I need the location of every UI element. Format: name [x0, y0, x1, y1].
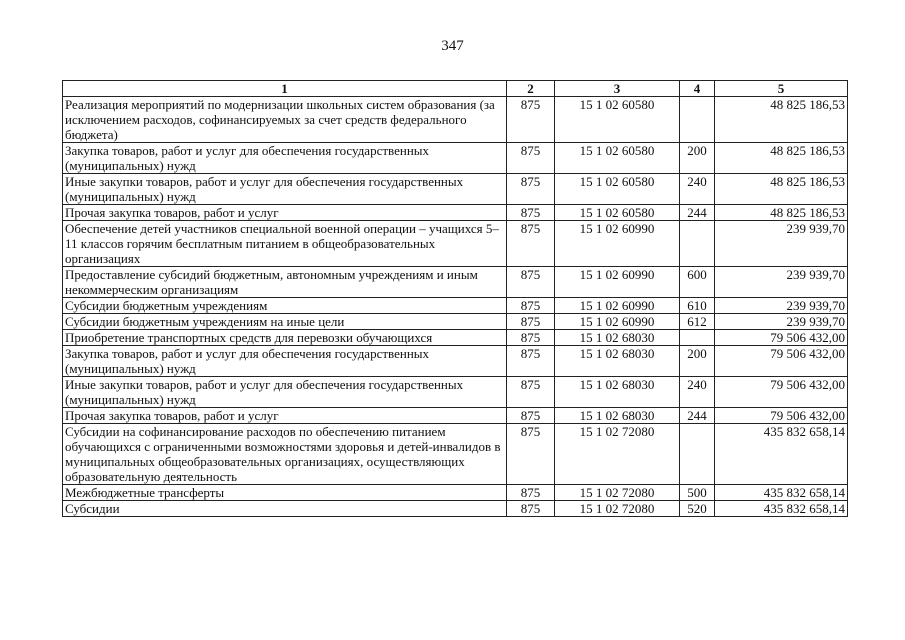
table-row — [63, 346, 848, 377]
table-row — [63, 97, 848, 143]
row-vr: 610 — [680, 298, 715, 314]
header-col-2: 2 — [507, 81, 555, 97]
row-code: 875 — [507, 501, 555, 517]
row-sum: 79 506 432,00 — [715, 346, 848, 377]
row-sum: 48 825 186,53 — [715, 205, 848, 221]
row-kcsr: 15 1 02 60990 — [555, 298, 680, 314]
row-vr — [680, 97, 715, 143]
row-vr: 240 — [680, 377, 715, 408]
row-name: Закупка товаров, работ и услуг для обеспечения государственных (муниципальных) нужд — [63, 143, 507, 174]
table-row — [63, 221, 848, 267]
row-kcsr: 15 1 02 60580 — [555, 205, 680, 221]
row-kcsr: 15 1 02 60580 — [555, 97, 680, 143]
row-kcsr: 15 1 02 68030 — [555, 408, 680, 424]
row-sum: 239 939,70 — [715, 267, 848, 298]
row-sum: 239 939,70 — [715, 221, 848, 267]
row-code: 875 — [507, 205, 555, 221]
row-code: 875 — [507, 143, 555, 174]
table-row — [63, 424, 848, 485]
table-row — [63, 330, 848, 346]
table-row — [63, 377, 848, 408]
table-row — [63, 501, 848, 517]
row-name: Субсидии бюджетным учреждениям на иные цели — [63, 314, 507, 330]
row-code: 875 — [507, 221, 555, 267]
header-col-5: 5 — [715, 81, 848, 97]
row-name: Закупка товаров, работ и услуг для обеспечения государственных (муниципальных) нужд — [63, 346, 507, 377]
row-name: Субсидии — [63, 501, 507, 517]
table-row — [63, 298, 848, 314]
row-vr: 244 — [680, 205, 715, 221]
table-row — [63, 205, 848, 221]
row-kcsr: 15 1 02 60990 — [555, 314, 680, 330]
row-sum: 79 506 432,00 — [715, 330, 848, 346]
header-col-1: 1 — [63, 81, 507, 97]
table-row — [63, 485, 848, 501]
row-name: Субсидии на софинансирование расходов по обеспечению питанием обучающихся с ограниченными возможностями здоровья и детей-инвалидов в муниципальных общеобразовательных организациях, осуществляющих образовательную деятельность — [63, 424, 507, 485]
row-sum: 48 825 186,53 — [715, 97, 848, 143]
row-vr: 520 — [680, 501, 715, 517]
row-code: 875 — [507, 424, 555, 485]
row-vr: 200 — [680, 346, 715, 377]
row-vr: 500 — [680, 485, 715, 501]
row-name: Иные закупки товаров, работ и услуг для обеспечения государственных (муниципальных) нужд — [63, 377, 507, 408]
row-sum: 48 825 186,53 — [715, 174, 848, 205]
row-code: 875 — [507, 408, 555, 424]
table-row — [63, 143, 848, 174]
row-kcsr: 15 1 02 72080 — [555, 485, 680, 501]
budget-table — [62, 80, 848, 517]
row-name: Иные закупки товаров, работ и услуг для обеспечения государственных (муниципальных) нужд — [63, 174, 507, 205]
row-vr — [680, 424, 715, 485]
page-number: 347 — [441, 38, 464, 54]
row-sum: 239 939,70 — [715, 314, 848, 330]
table-row — [63, 408, 848, 424]
row-name: Реализация мероприятий по модернизации школьных систем образования (за исключением расходов, софинансируемых за счет средств федерального бюджета) — [63, 97, 507, 143]
row-sum: 435 832 658,14 — [715, 485, 848, 501]
header-col-3: 3 — [555, 81, 680, 97]
header-row — [63, 81, 848, 97]
row-sum: 435 832 658,14 — [715, 501, 848, 517]
row-kcsr: 15 1 02 72080 — [555, 501, 680, 517]
row-kcsr: 15 1 02 60580 — [555, 174, 680, 205]
row-kcsr: 15 1 02 68030 — [555, 330, 680, 346]
row-code: 875 — [507, 298, 555, 314]
row-vr: 200 — [680, 143, 715, 174]
row-kcsr: 15 1 02 60990 — [555, 221, 680, 267]
header-col-4: 4 — [680, 81, 715, 97]
table-row — [63, 174, 848, 205]
row-kcsr: 15 1 02 60990 — [555, 267, 680, 298]
row-name: Обеспечение детей участников специальной военной операции – учащихся 5–11 классов горячим бесплатным питанием в общеобразовательных организациях — [63, 221, 507, 267]
row-vr: 240 — [680, 174, 715, 205]
row-sum: 48 825 186,53 — [715, 143, 848, 174]
row-vr: 612 — [680, 314, 715, 330]
row-kcsr: 15 1 02 60580 — [555, 143, 680, 174]
row-vr: 244 — [680, 408, 715, 424]
row-code: 875 — [507, 314, 555, 330]
table-row — [63, 267, 848, 298]
row-name: Прочая закупка товаров, работ и услуг — [63, 408, 507, 424]
row-code: 875 — [507, 267, 555, 298]
row-kcsr: 15 1 02 68030 — [555, 377, 680, 408]
row-vr — [680, 330, 715, 346]
row-name: Субсидии бюджетным учреждениям — [63, 298, 507, 314]
row-vr: 600 — [680, 267, 715, 298]
row-vr — [680, 221, 715, 267]
table-row — [63, 314, 848, 330]
row-code: 875 — [507, 346, 555, 377]
row-code: 875 — [507, 377, 555, 408]
row-kcsr: 15 1 02 68030 — [555, 346, 680, 377]
row-code: 875 — [507, 485, 555, 501]
row-code: 875 — [507, 330, 555, 346]
row-code: 875 — [507, 174, 555, 205]
row-sum: 435 832 658,14 — [715, 424, 848, 485]
row-sum: 79 506 432,00 — [715, 408, 848, 424]
row-name: Межбюджетные трансферты — [63, 485, 507, 501]
row-code: 875 — [507, 97, 555, 143]
row-sum: 239 939,70 — [715, 298, 848, 314]
row-kcsr: 15 1 02 72080 — [555, 424, 680, 485]
row-name: Предоставление субсидий бюджетным, автономным учреждениям и иным некоммерческим организациям — [63, 267, 507, 298]
row-sum: 79 506 432,00 — [715, 377, 848, 408]
row-name: Прочая закупка товаров, работ и услуг — [63, 205, 507, 221]
row-name: Приобретение транспортных средств для перевозки обучающихся — [63, 330, 507, 346]
